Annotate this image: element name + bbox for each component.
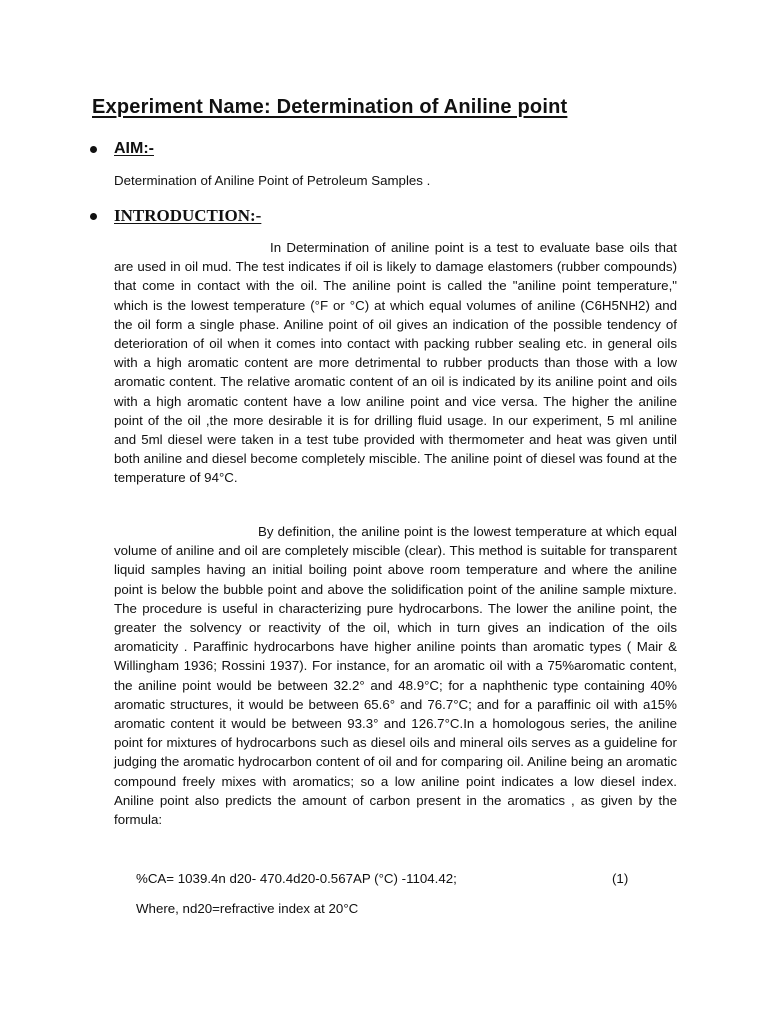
formula-number: (1) [612, 871, 629, 886]
introduction-paragraph-2: By definition, the aniline point is the lowest temperature at which equal volume of aniline and oil are completely miscible (clear). This method is suitable for transparent liquid samples having an initial boiling point above room temperature and where the aniline point is below the bubble point and above the solidification point of the aniline sample mixture. The procedure is useful in characterizing pure hydrocarbons. The lower the aniline point, the greater the solvency or reactivity of the oil, which in turn gives an indication of the oils aromaticity . Paraffinic hydrocarbons have higher aniline points than aromatic types ( Mair & Willingham 1936; Rossini 1937). For instance, for an aromatic oil with a 75%aromatic content, the aniline point would be between 32.2° and 48.9°C; for a naphthenic type containing 40% aromatic structures, it would be between 65.6° and 76.7°C; and for a paraffinic oil with a15% aromatic content it would be between 93.3° and 126.7°C.In a homologous series, the aniline point for mixtures of hydrocarbons such as diesel oils and mineral oils serves as a guideline for judging the aromatic hydrocarbon content of oil and for comparing oil. Aniline being an aromatic compound freely mixes with aromatics; so a low aniline point indicates a low diesel index. Aniline point also predicts the amount of carbon present in the aromatics , as given by the formula: [114, 524, 677, 828]
aim-heading: AIM:- [114, 140, 154, 157]
document-title: Experiment Name: Determination of Aniline point [92, 96, 568, 118]
formula: %CA= 1039.4n d20- 470.4d20-0.567AP (°C) -1104.42; [136, 871, 457, 886]
introduction-paragraph-1: In Determination of aniline point is a test to evaluate base oils that are used in oil mud. The test indicates if oil is likely to damage elastomers (rubber compounds) that come in contact with the oil. The aniline point is called the "aniline point temperature," which is the lowest temperature (°F or °C) at which equal volumes of aniline (C6H5NH2) and the oil form a single phase. Aniline point of oil gives an indication of the possible tendency of deterioration of oil when it comes into contact with packing rubber sealing etc. in general oils with a high aromatic content are more detrimental to rubber products than those with a low aromatic content. The relative aromatic content of an oil is indicated by its aniline point and oils with a high aromatic content have a low aniline point and vice versa. The higher the aniline point of the oil ,the more desirable it is for drilling fluid usage. In our experiment, 5 ml aniline and 5ml diesel were taken in a test tube provided with thermometer and heat was given until both aniline and diesel become completely miscible. The aniline point of diesel was found at the temperature of 94°C. [114, 240, 677, 486]
aim-bullet-icon [90, 146, 97, 153]
aim-text: Determination of Aniline Point of Petroleum Samples . [114, 173, 431, 188]
introduction-bullet-icon [90, 213, 97, 220]
introduction-heading: INTRODUCTION:- [114, 206, 262, 225]
formula-where-text: Where, nd20=refractive index at 20°C [136, 901, 359, 916]
